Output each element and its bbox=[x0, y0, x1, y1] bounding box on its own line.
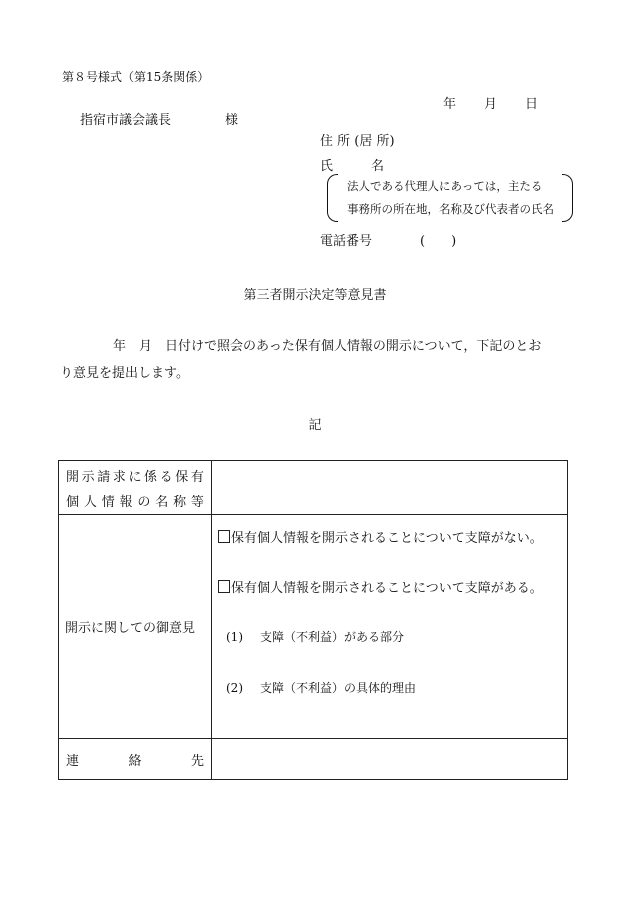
sub-item-number: (1) bbox=[226, 630, 243, 644]
body-text-line1: 年 月 日付けで照会のあった保有個人情報の開示について，下記のとお bbox=[113, 339, 542, 354]
sub-item-text: 支障（不利益）の具体的理由 bbox=[260, 681, 417, 695]
contact-input-cell[interactable] bbox=[212, 739, 568, 780]
checkbox-icon[interactable] bbox=[218, 530, 230, 543]
body-text-line2: り意見を提出します。 bbox=[60, 366, 189, 381]
right-bracket bbox=[562, 174, 573, 222]
document-title: 第三者開示決定等意見書 bbox=[243, 288, 387, 303]
checkbox-icon[interactable] bbox=[218, 580, 230, 593]
name-label bbox=[320, 155, 384, 174]
opinion-label-cell bbox=[59, 515, 212, 739]
addressee bbox=[80, 109, 238, 128]
name-label-1: 氏 bbox=[320, 159, 334, 174]
left-bracket bbox=[327, 174, 338, 222]
date-month: 月 bbox=[484, 97, 498, 112]
contact-label: 連 絡 先 bbox=[66, 753, 204, 769]
table-row-contact bbox=[59, 739, 568, 780]
option-hindrance[interactable] bbox=[218, 577, 543, 596]
sub-item-text: 支障（不利益）がある部分 bbox=[260, 630, 405, 644]
opinion-table bbox=[58, 460, 568, 780]
form-number: 第８号様式（第15条関係） bbox=[62, 70, 210, 84]
phone-label-text: 電話番号 bbox=[320, 234, 373, 249]
info-name-label-line1: 開 示 請 求 に 係 る 保 有 bbox=[66, 469, 204, 485]
opinion-label: 開示に関しての御意見 bbox=[65, 621, 196, 636]
date-year: 年 bbox=[443, 97, 457, 112]
option-hindrance-label: 保有個人情報を開示されることについて支障がある。 bbox=[231, 581, 543, 596]
sub-item-hindrance-reason bbox=[226, 679, 416, 696]
contact-label-cell bbox=[59, 739, 212, 780]
info-name-input-cell[interactable] bbox=[212, 461, 568, 515]
date-day: 日 bbox=[525, 97, 539, 112]
option-no-hindrance-label: 保有個人情報を開示されることについて支障がない。 bbox=[231, 531, 543, 546]
phone-parens: ( ) bbox=[420, 234, 457, 249]
phone-label bbox=[320, 230, 456, 249]
sub-item-number: (2) bbox=[226, 681, 243, 695]
corporate-note-line1: 法人である代理人にあっては，主たる bbox=[347, 179, 543, 193]
option-no-hindrance[interactable] bbox=[218, 527, 543, 546]
info-name-label-cell bbox=[59, 461, 212, 515]
corporate-note-line2: 事務所の所在地，名称及び代表者の氏名 bbox=[347, 202, 554, 216]
table-row-info-name bbox=[59, 461, 568, 515]
corporate-note-box bbox=[327, 174, 573, 222]
date-line bbox=[443, 93, 538, 112]
honorific: 様 bbox=[225, 113, 239, 128]
addressee-name: 指宿市議会議長 bbox=[80, 113, 172, 128]
name-label-2: 名 bbox=[371, 159, 385, 174]
address-label: 住 所 (居 所) bbox=[320, 134, 395, 149]
info-name-label-line2: 個 人 情 報 の 名 称 等 bbox=[66, 494, 204, 510]
sub-item-hindrance-part bbox=[226, 628, 404, 645]
ki-heading: 記 bbox=[308, 418, 322, 433]
table-row-opinion bbox=[59, 515, 568, 739]
opinion-options-cell bbox=[212, 515, 568, 739]
